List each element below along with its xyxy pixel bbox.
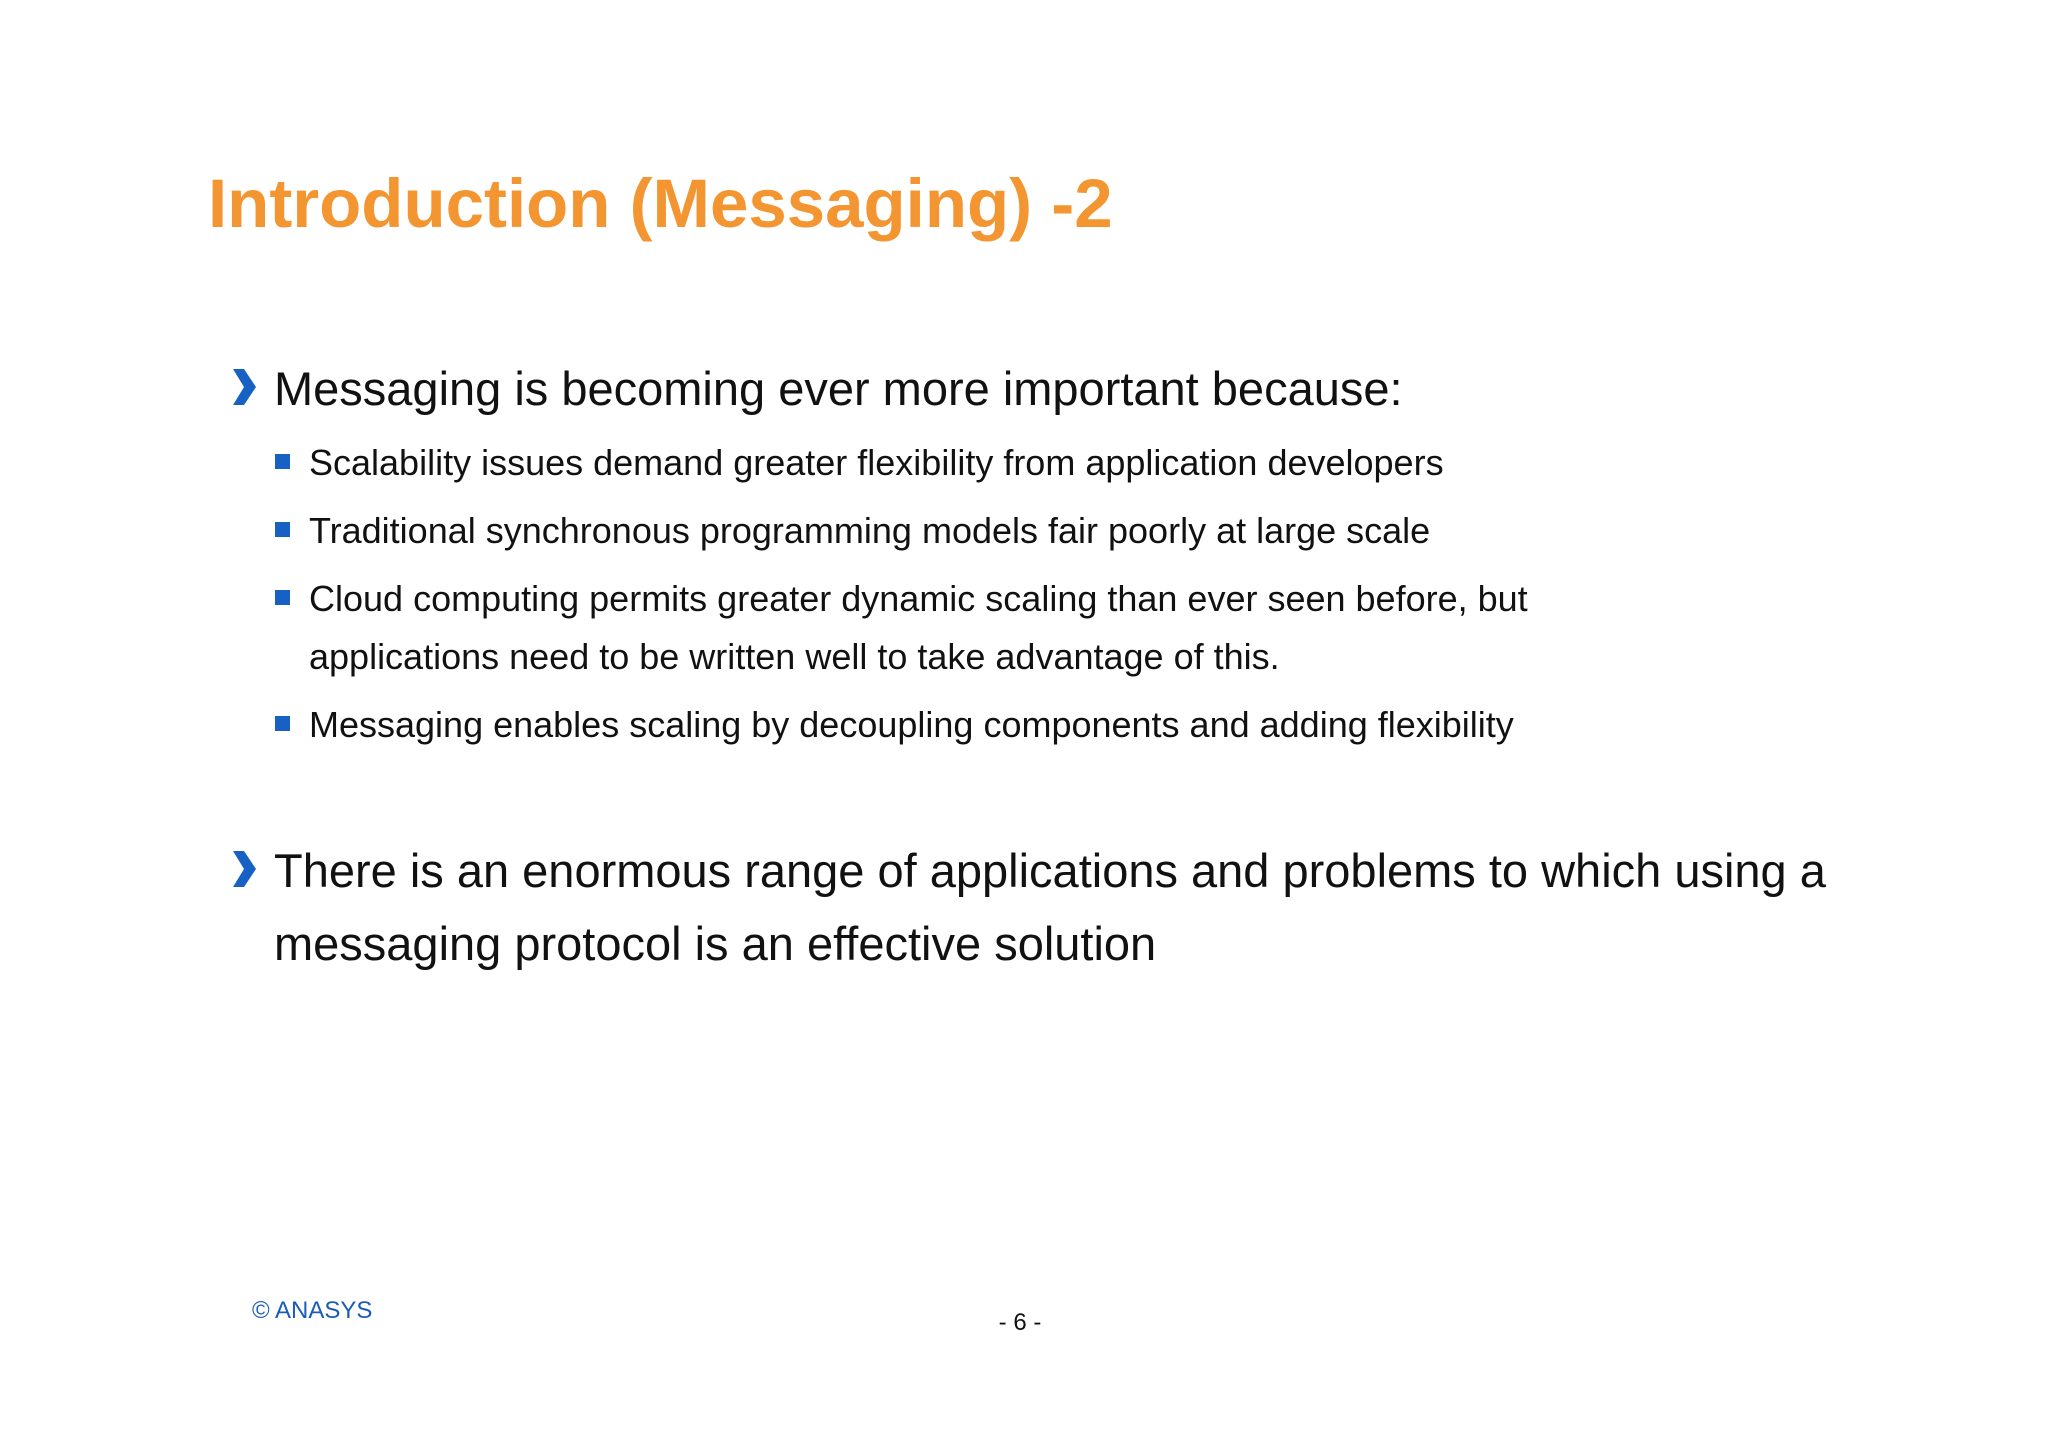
sub-bullet-text: Cloud computing permits greater dynamic scaling than ever seen before, but applications need to be written well to take advantage of this.: [309, 578, 1528, 677]
sub-bullet-item: [275, 434, 1695, 492]
sub-bullet-text: Traditional synchronous programming models fair poorly at large scale: [309, 510, 1431, 551]
bullet-item: [230, 834, 1910, 980]
page-number: - 6 -: [998, 1309, 1042, 1336]
bullet-item: [230, 352, 1910, 425]
arrow-bullet-icon: [230, 848, 258, 890]
sub-bullet-item: [275, 696, 1695, 754]
square-bullet-icon: [275, 590, 290, 605]
slide-title: Introduction (Messaging) -2: [208, 165, 1113, 242]
bullet-text: Messaging is becoming ever more important because:: [274, 362, 1403, 415]
arrow-bullet-icon: [230, 366, 258, 408]
sub-bullet-item: [275, 502, 1695, 560]
sub-bullet-item: [275, 570, 1695, 686]
square-bullet-icon: [275, 716, 290, 731]
sub-bullet-text: Scalability issues demand greater flexibility from application developers: [309, 442, 1444, 483]
square-bullet-icon: [275, 454, 290, 469]
copyright-text: © ANASYS: [252, 1297, 373, 1324]
bullet-text: There is an enormous range of applications and problems to which using a messaging protocol is an effective solution: [274, 844, 1826, 970]
sub-bullet-text: Messaging enables scaling by decoupling components and adding flexibility: [309, 704, 1514, 745]
square-bullet-icon: [275, 522, 290, 537]
